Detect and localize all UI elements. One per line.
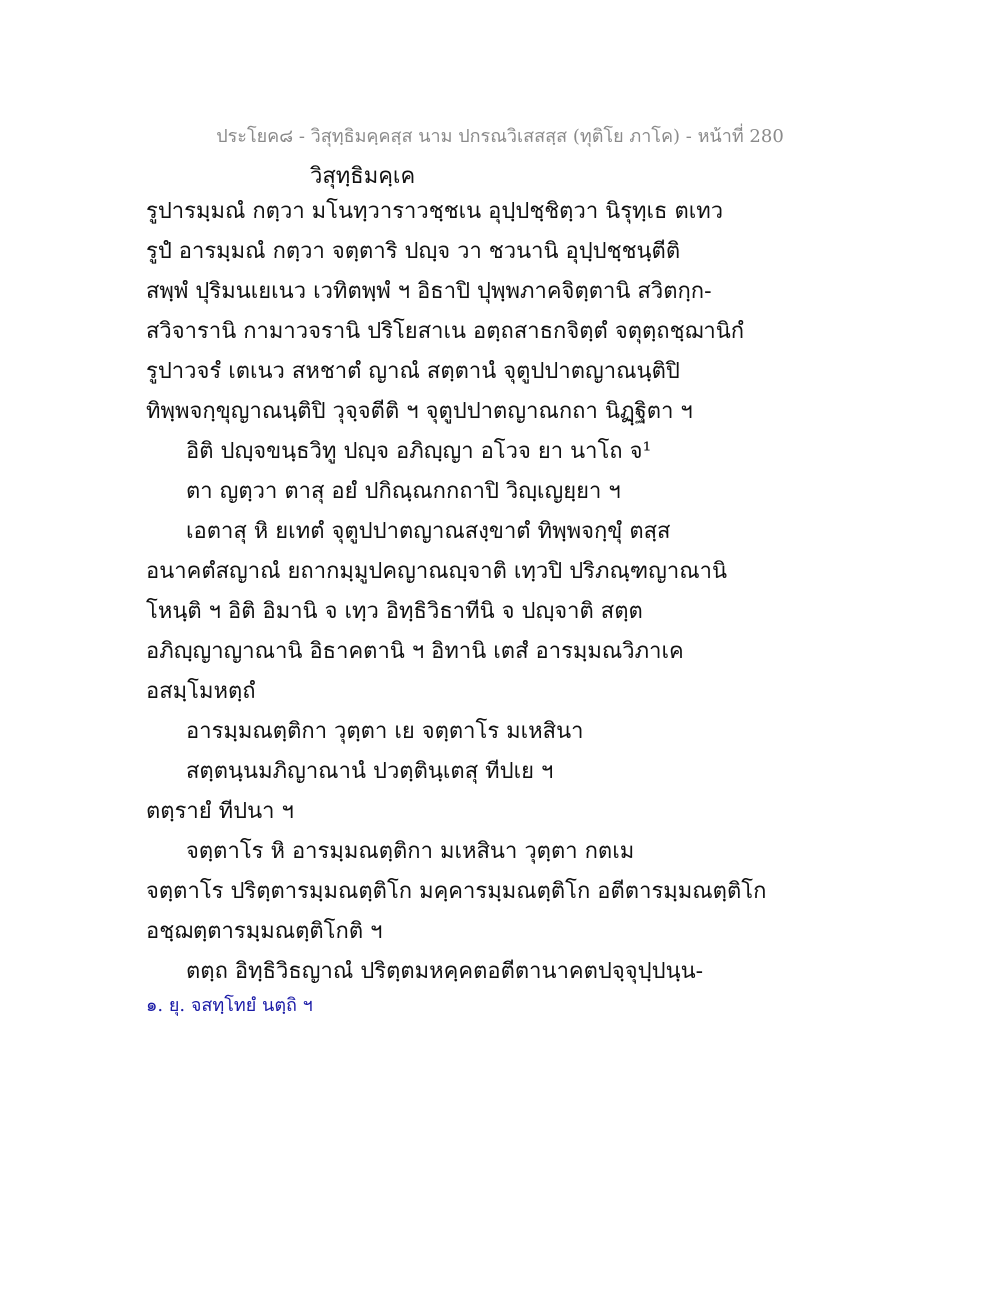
paragraph-start: ตตฺถ อิทฺธิวิธญาณํ ปริตฺตมหคฺคตอตีตานาคตปจฺจุปฺปนฺน-	[186, 959, 704, 984]
verse-line: สตฺตนฺนมภิญาณานํ ปวตฺตินฺเตสุ ทีปเย ฯ	[186, 759, 554, 784]
text-line: รูปารมฺมณํ กตฺวา มโนทฺวาราวชฺชเน อุปฺปชฺชิตฺวา นิรุทฺเธ ตเทว	[146, 199, 724, 224]
text-line: สวิจารานิ กามาวจรานิ ปริโยสาเน อตฺถสาธกจิตฺตํ จตุตฺถชฺฌานิกํ	[146, 319, 745, 344]
running-head: ประโยค๘ - วิสุทฺธิมคฺคสฺส นาม ปกรณวิเสสสฺส (ทุติโย ภาโค) - หน้าที่ 280	[216, 126, 784, 147]
text-line: จตฺตาโร ปริตฺตารมฺมณตฺติโก มคฺคารมฺมณตฺติโก อตีตารมฺมณตฺติโก	[146, 879, 767, 904]
text-line: รูปาวจรํ เตเนว สหชาตํ ญาณํ สตฺตานํ จุตูปปาตญาณนฺติปิ	[146, 359, 680, 384]
verse-line: อิติ ปญฺจขนฺธวิทู ปญฺจ อภิญฺญา อโวจ ยา นาโถ จ¹	[186, 439, 652, 464]
text-line: อชฺฌตฺตารมฺมณตฺติโกติ ฯ	[146, 919, 383, 944]
verse-line: ตา ญตฺวา ตาสุ อยํ ปกิณฺณกกถาปิ วิญฺเญยฺยา ฯ	[186, 479, 621, 504]
text-line: ทิพฺพจกฺขุญาณนฺติปิ วุจฺจตีติ ฯ จุตูปปาตญาณกถา นิฏฺฐิตา ฯ	[146, 399, 693, 424]
paragraph-start: จตฺตาโร หิ อารมฺมณตฺติกา มเหสินา วุตฺตา กตเม	[186, 839, 635, 864]
text-line: ตตฺรายํ ทีปนา ฯ	[146, 799, 294, 824]
text-line: อนาคตํสญาณํ ยถากมฺมูปคญาณญฺจาติ เทฺวปิ ปริภณฺฑญาณานิ	[146, 559, 728, 584]
section-title: วิสุทฺธิมคฺเค	[310, 164, 416, 189]
text-line: อสมฺโมหตฺถํ	[146, 679, 256, 704]
text-line: รูปํ อารมฺมณํ กตฺวา จตฺตาริ ปญฺจ วา ชวนานิ อุปฺปชฺชนฺตีติ	[146, 239, 681, 264]
footnote: ๑. ยุ. จสทฺโทยํ นตฺถิ ฯ	[146, 995, 313, 1016]
text-line: สพฺพํ ปุริมนเยเนว เวทิตพฺพํ ฯ อิธาปิ ปุพฺพภาคจิตฺตานิ สวิตกฺก-	[146, 279, 712, 304]
paragraph-start: เอตาสุ หิ ยเทตํ จุตูปปาตญาณสงฺขาตํ ทิพฺพจกฺขุํ ตสฺส	[186, 519, 671, 544]
text-line: โหนฺติ ฯ อิติ อิมานิ จ เทฺว อิทฺธิวิธาทีนิ จ ปญฺจาติ สตฺต	[146, 599, 643, 624]
verse-line: อารมฺมณตฺติกา วุตฺตา เย จตฺตาโร มเหสินา	[186, 719, 584, 744]
text-line: อภิญฺญาญาณานิ อิธาคตานิ ฯ อิทานิ เตสํ อารมฺมณวิภาเค	[146, 639, 684, 664]
